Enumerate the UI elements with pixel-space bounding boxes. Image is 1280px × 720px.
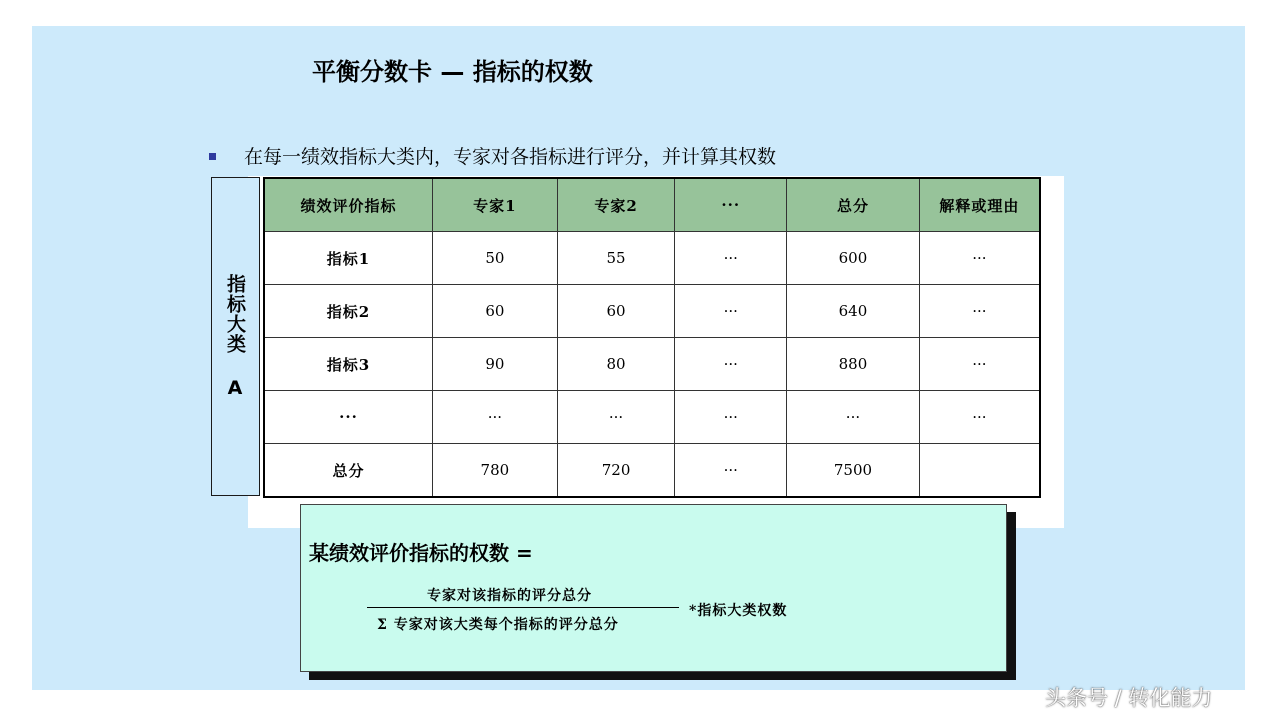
header-cell: 绩效评价指标 <box>264 178 433 232</box>
table-cell: ··· <box>919 391 1040 444</box>
table-row <box>264 232 1040 285</box>
slide-title: 平衡分数卡 — 指标的权数 <box>312 58 593 86</box>
table-row <box>264 391 1040 444</box>
table-cell: 880 <box>787 338 920 391</box>
formula-denominator: Σ 专家对该大类每个指标的评分总分 <box>377 617 619 633</box>
table-cell: 640 <box>787 285 920 338</box>
header-cell: ··· <box>675 178 787 232</box>
category-label-text: 指标大类 A <box>224 273 246 400</box>
scoring-table <box>263 177 1041 498</box>
formula-box <box>300 504 1007 672</box>
header-cell: 专家2 <box>557 178 675 232</box>
table-cell: ··· <box>675 338 787 391</box>
table-cell: 55 <box>557 232 675 285</box>
table-cell: 600 <box>787 232 920 285</box>
table-cell: 90 <box>433 338 558 391</box>
table-cell: 780 <box>433 444 558 498</box>
table-cell: ··· <box>557 391 675 444</box>
table-cell: 总分 <box>264 444 433 498</box>
table-cell: ··· <box>787 391 920 444</box>
table-header-row <box>264 178 1040 232</box>
table-cell: ··· <box>919 232 1040 285</box>
table-cell: 50 <box>433 232 558 285</box>
table-cell: ··· <box>675 232 787 285</box>
bullet-square-icon <box>209 153 216 160</box>
table-cell: 60 <box>433 285 558 338</box>
table-cell: ··· <box>264 391 433 444</box>
header-cell: 专家1 <box>433 178 558 232</box>
header-cell: 总分 <box>787 178 920 232</box>
table-total-row <box>264 444 1040 498</box>
table-cell <box>919 444 1040 498</box>
formula-multiplier: *指标大类权数 <box>689 603 788 619</box>
table-cell: ··· <box>675 285 787 338</box>
table-cell: 7500 <box>787 444 920 498</box>
table-cell: ··· <box>675 391 787 444</box>
table-row <box>264 285 1040 338</box>
watermark: 头条号 / 转化能力 <box>1045 686 1213 710</box>
table-cell: 80 <box>557 338 675 391</box>
fraction-line <box>367 607 679 608</box>
formula-heading: 某绩效评价指标的权数 = <box>309 541 533 565</box>
table-cell: 指标3 <box>264 338 433 391</box>
table-cell: ··· <box>675 444 787 498</box>
table-cell: ··· <box>919 285 1040 338</box>
table-cell: 指标1 <box>264 232 433 285</box>
table-cell: 720 <box>557 444 675 498</box>
table-cell: 60 <box>557 285 675 338</box>
table-cell: ··· <box>433 391 558 444</box>
table-cell: 指标2 <box>264 285 433 338</box>
table-cell: ··· <box>919 338 1040 391</box>
table-row <box>264 338 1040 391</box>
formula-numerator: 专家对该指标的评分总分 <box>427 588 592 604</box>
bullet-text: 在每一绩效指标大类内，专家对各指标进行评分，并计算其权数 <box>244 146 777 168</box>
header-cell: 解释或理由 <box>919 178 1040 232</box>
category-label <box>211 177 260 496</box>
